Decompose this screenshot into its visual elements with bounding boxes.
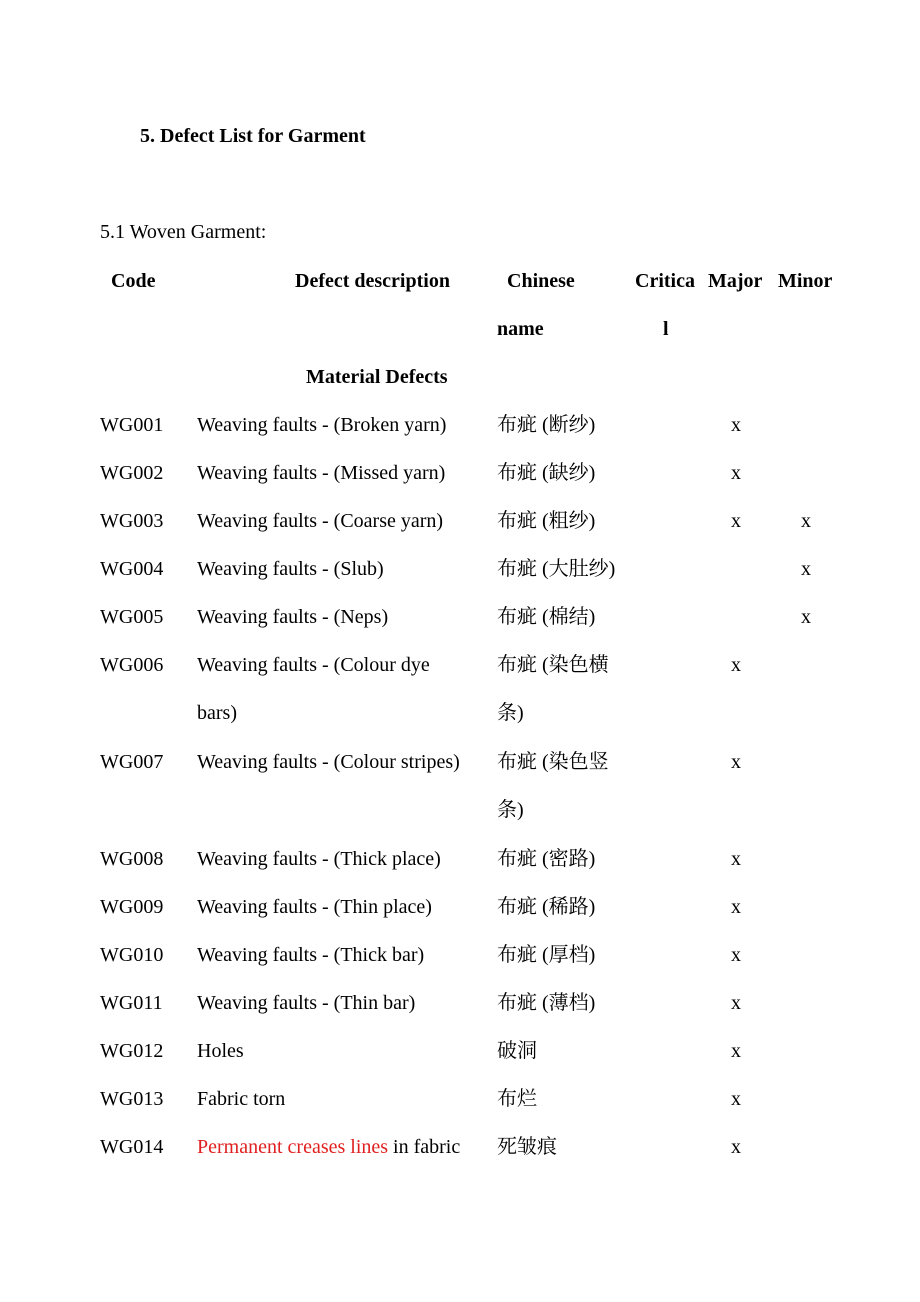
defect-code: WG005 (100, 606, 164, 628)
major-mark: x (731, 462, 741, 484)
chinese-name-line2: 条) (497, 799, 524, 821)
defect-description: Weaving faults - (Missed yarn) (197, 462, 446, 484)
table-row (0, 461, 920, 509)
defect-code: WG011 (100, 992, 163, 1014)
description-rest: in fabric (388, 1136, 461, 1158)
defect-description: Weaving faults - (Coarse yarn) (197, 510, 444, 532)
major-mark: x (731, 1136, 741, 1158)
header-description: Defect description (295, 270, 450, 292)
minor-mark: x (801, 510, 811, 532)
major-mark: x (731, 654, 741, 676)
group-title-material-defects: Material Defects (306, 366, 448, 388)
defect-code: WG013 (100, 1088, 164, 1110)
major-mark: x (731, 992, 741, 1014)
header-chinese-name-line2: name (497, 318, 544, 340)
chinese-name: 布疵 (缺纱) (497, 462, 596, 484)
header-chinese-name: Chinese (507, 270, 575, 292)
table-row (0, 847, 920, 895)
chinese-name: 布疵 (染色横 (497, 654, 609, 676)
table-row (0, 991, 920, 1039)
defect-code: WG006 (100, 654, 164, 676)
defect-code: WG014 (100, 1136, 164, 1158)
defect-description: Holes (197, 1040, 244, 1062)
major-mark: x (731, 848, 741, 870)
defect-description: Weaving faults - (Colour dye (197, 654, 430, 676)
header-minor: Minor (778, 270, 833, 292)
chinese-name-line2: 条) (497, 702, 524, 724)
table-row (0, 413, 920, 461)
chinese-name: 布疵 (棉结) (497, 606, 596, 628)
defect-code: WG001 (100, 414, 164, 436)
major-mark: x (731, 1040, 741, 1062)
defect-description: Weaving faults - (Slub) (197, 558, 384, 580)
table-row (0, 1039, 920, 1087)
chinese-name: 死皱痕 (497, 1136, 557, 1158)
defect-description: Weaving faults - (Thick bar) (197, 944, 425, 966)
major-mark: x (731, 414, 741, 436)
chinese-name: 布疵 (厚档) (497, 944, 596, 966)
defect-code: WG009 (100, 896, 164, 918)
chinese-name: 布烂 (497, 1088, 537, 1110)
defect-code: WG010 (100, 944, 164, 966)
chinese-name: 布疵 (薄档) (497, 992, 596, 1014)
defect-description-line2: bars) (197, 702, 237, 724)
chinese-name: 破洞 (497, 1040, 537, 1062)
defect-code: WG003 (100, 510, 164, 532)
table-row (0, 605, 920, 653)
table-row (0, 750, 920, 846)
major-mark: x (731, 1088, 741, 1110)
header-code: Code (111, 270, 156, 292)
defect-code: WG008 (100, 848, 164, 870)
defect-code: WG012 (100, 1040, 164, 1062)
table-row (0, 557, 920, 605)
table-row (0, 943, 920, 991)
defect-description: Weaving faults - (Thin place) (197, 896, 432, 918)
defect-description: Fabric torn (197, 1088, 286, 1110)
chinese-name: 布疵 (断纱) (497, 414, 596, 436)
minor-mark: x (801, 606, 811, 628)
defect-description: Weaving faults - (Broken yarn) (197, 414, 447, 436)
major-mark: x (731, 944, 741, 966)
minor-mark: x (801, 558, 811, 580)
defect-description: Weaving faults - (Neps) (197, 606, 389, 628)
table-row (0, 1135, 920, 1183)
major-mark: x (731, 896, 741, 918)
header-critical: Critica (635, 270, 695, 292)
chinese-name: 布疵 (大肚纱) (497, 558, 616, 580)
table-row (0, 653, 920, 749)
defect-code: WG007 (100, 751, 164, 773)
header-major: Major (708, 270, 763, 292)
chinese-name: 布疵 (粗纱) (497, 510, 596, 532)
defect-code: WG002 (100, 462, 164, 484)
defect-description: Weaving faults - (Colour stripes) (197, 751, 460, 773)
defect-description (197, 1135, 460, 1159)
chinese-name: 布疵 (稀路) (497, 896, 596, 918)
chinese-name: 布疵 (染色竖 (497, 751, 609, 773)
table-row (0, 895, 920, 943)
highlighted-text: Permanent creases lines (197, 1136, 389, 1158)
subsection-title: 5.1 Woven Garment: (100, 221, 267, 243)
defect-code: WG004 (100, 558, 164, 580)
header-critical-line2: l (663, 318, 669, 340)
defect-description: Weaving faults - (Thick place) (197, 848, 441, 870)
major-mark: x (731, 510, 741, 532)
section-title: 5. Defect List for Garment (140, 125, 366, 147)
chinese-name: 布疵 (密路) (497, 848, 596, 870)
table-row (0, 1087, 920, 1135)
defect-description: Weaving faults - (Thin bar) (197, 992, 416, 1014)
table-row (0, 509, 920, 557)
major-mark: x (731, 751, 741, 773)
